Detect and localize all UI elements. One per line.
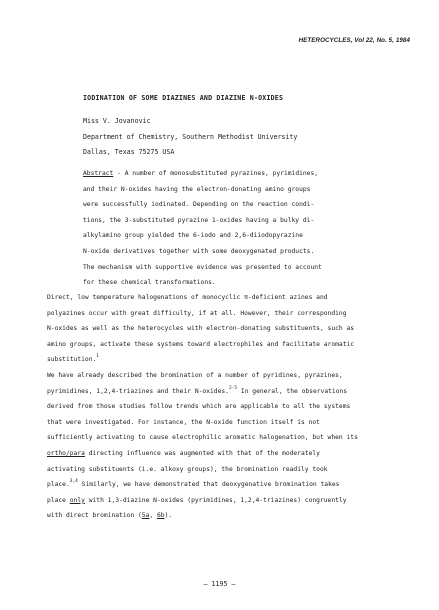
body-text-span: with 1,3-diazine N-oxides (pyrimidines, 1,2,4-triazines) congruently	[84, 496, 347, 504]
abstract-line: for these chemical transformations.	[83, 279, 216, 287]
body-line: sufficiently activating to cause electrophilic aromatic halogenation, but when its	[47, 434, 358, 442]
reference-superscript: 3,4	[69, 479, 78, 485]
author-location: Dallas, Texas 75275 USA	[83, 148, 175, 156]
body-line	[47, 496, 427, 512]
body-text	[47, 293, 427, 527]
abstract-label: Abstract	[83, 170, 114, 177]
abstract-line: were successfully iodinated. Depending on the reaction condi-	[83, 201, 315, 209]
body-line	[47, 511, 427, 527]
body-text-span: place.	[47, 481, 70, 489]
body-text-span: Similarly, we have demonstrated that deoxygenative bromination takes	[77, 481, 340, 489]
body-text-span: with direct bromination (	[47, 512, 142, 520]
body-line: We have already described the bromination of a number of pyridines, pyrazines,	[47, 371, 343, 379]
body-line: polyazines occur with great difficulty, if at all. However, their corresponding	[47, 309, 347, 317]
body-line	[47, 355, 427, 371]
body-text-span: directing influence was augmented with that of the moderately	[84, 449, 320, 457]
body-text-span: ).	[164, 512, 173, 520]
body-text-span: pyrimidines, 1,2,4-triazines and their N-oxides.	[47, 387, 229, 395]
abstract-first-line: - A number of monosubstituted pyrazines, pyrimidines,	[113, 170, 319, 177]
article-title: IODINATION OF SOME DIAZINES AND DIAZINE N-OXIDES	[83, 94, 284, 102]
reference-link: 6b	[156, 512, 165, 520]
body-line: derived from those studies follow trends which are applicable to all the systems	[47, 403, 351, 411]
body-line: N-oxides as well as the heterocycles with electron-donating substituents, such as	[47, 325, 355, 333]
body-line	[47, 480, 427, 496]
author-department: Department of Chemistry, Southern Methodist University	[83, 132, 298, 141]
abstract	[83, 169, 413, 294]
abstract-line: tions, the 3-substituted pyrazine 1-oxides having a bulky di-	[83, 216, 315, 224]
body-line: that were investigated. For instance, the N-oxide function itself is not	[47, 418, 320, 426]
body-line	[47, 387, 427, 403]
page-number: — 1195 —	[203, 580, 236, 588]
body-text-span: substitution.	[47, 356, 97, 364]
body-text-span: In general, the observations	[237, 387, 348, 395]
reference-superscript: 1	[96, 354, 100, 360]
author-name: Miss V. Jovanovic	[83, 117, 151, 125]
emphasis-ortho-para: ortho/para	[47, 449, 85, 457]
body-line: Direct, low temperature halogenations of monocyclic π-deficient azines and	[47, 294, 328, 301]
abstract-line: and their N-oxides having the electron-donating amino groups	[83, 185, 311, 193]
author-block	[83, 117, 297, 164]
body-line: activating substituents (i.e. alkoxy groups), the bromination readily took	[47, 465, 328, 473]
body-text-span: place	[47, 496, 70, 504]
abstract-line: N-oxide derivatives together with some deoxygenated products.	[83, 247, 315, 255]
abstract-line	[83, 169, 413, 185]
abstract-line: alkylamino group yielded the 6-iodo and 2,6-diiodopyrazine	[83, 232, 303, 240]
body-text-span: ,	[149, 512, 157, 520]
emphasis-only: only	[69, 496, 85, 504]
reference-link: 5a	[141, 512, 150, 520]
body-line: amino groups, activate these systems toward electrophiles and facilitate aromatic	[47, 340, 355, 348]
abstract-line: The mechanism with supportive evidence was presented to account	[83, 263, 322, 271]
body-line	[47, 449, 427, 465]
journal-header: HETEROCYCLES, Vol 22, No. 5, 1984	[298, 37, 410, 44]
reference-superscript: 2-5	[228, 385, 238, 391]
